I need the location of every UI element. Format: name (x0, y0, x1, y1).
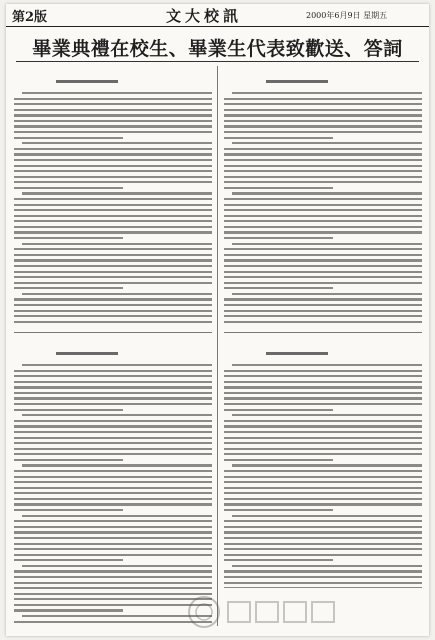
text-line (224, 503, 422, 505)
text-line (14, 520, 212, 522)
text-line (14, 570, 212, 572)
text-line (14, 582, 212, 584)
text-line (14, 381, 212, 383)
text-line (22, 565, 212, 567)
text-line (14, 120, 212, 122)
text-line (224, 492, 422, 494)
text-line (14, 187, 123, 189)
column-divider (217, 66, 218, 626)
text-line (224, 509, 333, 511)
text-line (232, 364, 422, 366)
text-line (224, 226, 422, 228)
text-line (14, 448, 212, 450)
text-line (14, 159, 212, 161)
text-line (224, 442, 422, 444)
text-line (224, 453, 422, 455)
text-line (14, 587, 212, 589)
text-line (14, 420, 212, 422)
text-line (14, 526, 212, 528)
text-line (14, 310, 212, 312)
text-line (224, 259, 422, 261)
article-heading (224, 338, 422, 349)
text-line (14, 265, 212, 267)
text-line (224, 403, 422, 405)
article-byline (224, 80, 422, 90)
text-line (14, 598, 212, 600)
text-line (14, 492, 212, 494)
text-line (22, 615, 212, 617)
text-line (14, 604, 212, 606)
text-line (224, 425, 422, 427)
masthead (6, 4, 429, 27)
text-line (14, 254, 212, 256)
text-line (14, 498, 212, 500)
text-line (14, 287, 123, 289)
text-line (224, 437, 422, 439)
text-line (22, 192, 212, 194)
text-line (14, 431, 212, 433)
text-line (14, 476, 212, 478)
text-line (224, 420, 422, 422)
text-line (224, 386, 422, 388)
text-line (14, 537, 212, 539)
text-line (14, 397, 212, 399)
text-line (14, 148, 212, 150)
text-line (224, 531, 422, 533)
text-line (232, 414, 422, 416)
text-line (14, 137, 123, 139)
text-line (224, 98, 422, 100)
text-line (14, 593, 212, 595)
text-line (14, 554, 212, 556)
text-line (224, 310, 422, 312)
text-line (224, 375, 422, 377)
text-line (224, 287, 333, 289)
article-heading (14, 66, 212, 77)
text-line (22, 243, 212, 245)
page-headline: 畢業典禮在校生、畢業生代表致歡送、答詞 (32, 38, 403, 60)
article-byline (224, 352, 422, 362)
text-line (14, 98, 212, 100)
text-line (14, 576, 212, 578)
text-line (224, 526, 422, 528)
text-line (224, 271, 422, 273)
text-line (14, 282, 212, 284)
text-line (224, 543, 422, 545)
text-line (14, 543, 212, 545)
text-line (224, 582, 422, 584)
text-line (14, 621, 212, 623)
article-byline (14, 80, 212, 90)
text-line (14, 215, 212, 217)
text-line (224, 576, 422, 578)
text-line (14, 198, 212, 200)
text-line (224, 298, 422, 300)
text-line (14, 220, 212, 222)
text-line (14, 370, 212, 372)
text-line (224, 176, 422, 178)
text-line (232, 293, 422, 295)
text-line (224, 409, 333, 411)
text-line (232, 515, 422, 517)
text-line (14, 237, 123, 239)
university-seal-watermark (186, 594, 336, 630)
text-line (224, 559, 333, 561)
article-body (224, 92, 422, 326)
article-upper-left (14, 66, 212, 326)
text-line (14, 153, 212, 155)
article-heading (14, 338, 212, 349)
text-line (14, 548, 212, 550)
text-line (224, 209, 422, 211)
text-line (224, 470, 422, 472)
text-line (224, 548, 422, 550)
text-line (224, 321, 422, 323)
newspaper-page (6, 4, 429, 636)
text-line (14, 103, 212, 105)
text-line (224, 198, 422, 200)
text-line (224, 487, 422, 489)
text-line (224, 431, 422, 433)
text-line (224, 498, 422, 500)
article-upper-right (224, 66, 422, 326)
text-line (224, 204, 422, 206)
text-line (224, 459, 333, 461)
issue-date: 2000年6月9日 星期五 (306, 11, 388, 20)
text-line (224, 137, 333, 139)
text-line (224, 165, 422, 167)
article-byline (14, 352, 212, 362)
text-line (22, 515, 212, 517)
text-line (22, 414, 212, 416)
text-line (224, 215, 422, 217)
text-line (14, 298, 212, 300)
page-number: 第2版 (12, 10, 48, 25)
text-line (224, 103, 422, 105)
article-body (14, 92, 212, 326)
text-line (14, 114, 212, 116)
text-line (14, 315, 212, 317)
text-line (14, 176, 212, 178)
text-line (14, 131, 212, 133)
text-line (14, 165, 212, 167)
text-line (224, 448, 422, 450)
text-line (232, 92, 422, 94)
text-line (14, 481, 212, 483)
text-line (224, 114, 422, 116)
text-line (224, 370, 422, 372)
article-lower-left (14, 338, 212, 626)
text-line (14, 226, 212, 228)
text-line (232, 464, 422, 466)
text-line (224, 304, 422, 306)
text-line (14, 609, 123, 611)
text-line (224, 170, 422, 172)
text-line (22, 92, 212, 94)
text-line (224, 537, 422, 539)
text-line (14, 231, 212, 233)
text-line (14, 375, 212, 377)
article-body (224, 364, 422, 588)
text-line (14, 276, 212, 278)
text-line (14, 259, 212, 261)
text-line (14, 531, 212, 533)
text-line (14, 509, 123, 511)
article-lower-right (224, 338, 422, 588)
text-line (14, 409, 123, 411)
text-line (22, 464, 212, 466)
text-line (14, 204, 212, 206)
text-line (14, 403, 212, 405)
row-divider-left (14, 332, 212, 333)
text-line (224, 237, 333, 239)
text-line (232, 243, 422, 245)
text-line (22, 364, 212, 366)
text-line (14, 125, 212, 127)
article-body (14, 364, 212, 626)
text-line (14, 248, 212, 250)
text-line (224, 181, 422, 183)
text-line (14, 425, 212, 427)
text-line (224, 159, 422, 161)
text-line (14, 459, 123, 461)
paper-name: 文大校訊 (166, 7, 243, 25)
text-line (224, 220, 422, 222)
text-line (14, 109, 212, 111)
text-line (14, 453, 212, 455)
text-line (224, 153, 422, 155)
text-line (224, 231, 422, 233)
text-line (224, 254, 422, 256)
text-line (224, 554, 422, 556)
text-line (224, 381, 422, 383)
text-line (224, 248, 422, 250)
text-line (224, 265, 422, 267)
text-line (14, 181, 212, 183)
text-line (14, 392, 212, 394)
text-line (224, 315, 422, 317)
text-line (22, 142, 212, 144)
text-line (14, 559, 123, 561)
text-line (224, 125, 422, 127)
text-line (224, 481, 422, 483)
text-line (14, 503, 212, 505)
text-line (224, 120, 422, 122)
row-divider-right (224, 332, 422, 333)
text-line (14, 304, 212, 306)
text-line (224, 392, 422, 394)
text-line (224, 570, 422, 572)
headline-rule (16, 61, 419, 62)
text-line (224, 148, 422, 150)
text-line (224, 397, 422, 399)
text-line (232, 192, 422, 194)
text-line (224, 476, 422, 478)
text-line (14, 442, 212, 444)
text-line (14, 209, 212, 211)
text-line (224, 276, 422, 278)
text-line (232, 565, 422, 567)
article-heading (224, 66, 422, 77)
text-line (224, 109, 422, 111)
text-line (14, 271, 212, 273)
text-line (14, 437, 212, 439)
text-line (14, 487, 212, 489)
text-line (14, 386, 212, 388)
text-line (14, 321, 212, 323)
text-line (224, 131, 422, 133)
text-line (22, 293, 212, 295)
text-line (14, 170, 212, 172)
text-line (224, 187, 333, 189)
text-line (14, 470, 212, 472)
text-line (224, 282, 422, 284)
text-line (224, 587, 422, 588)
text-line (232, 142, 422, 144)
text-line (224, 520, 422, 522)
